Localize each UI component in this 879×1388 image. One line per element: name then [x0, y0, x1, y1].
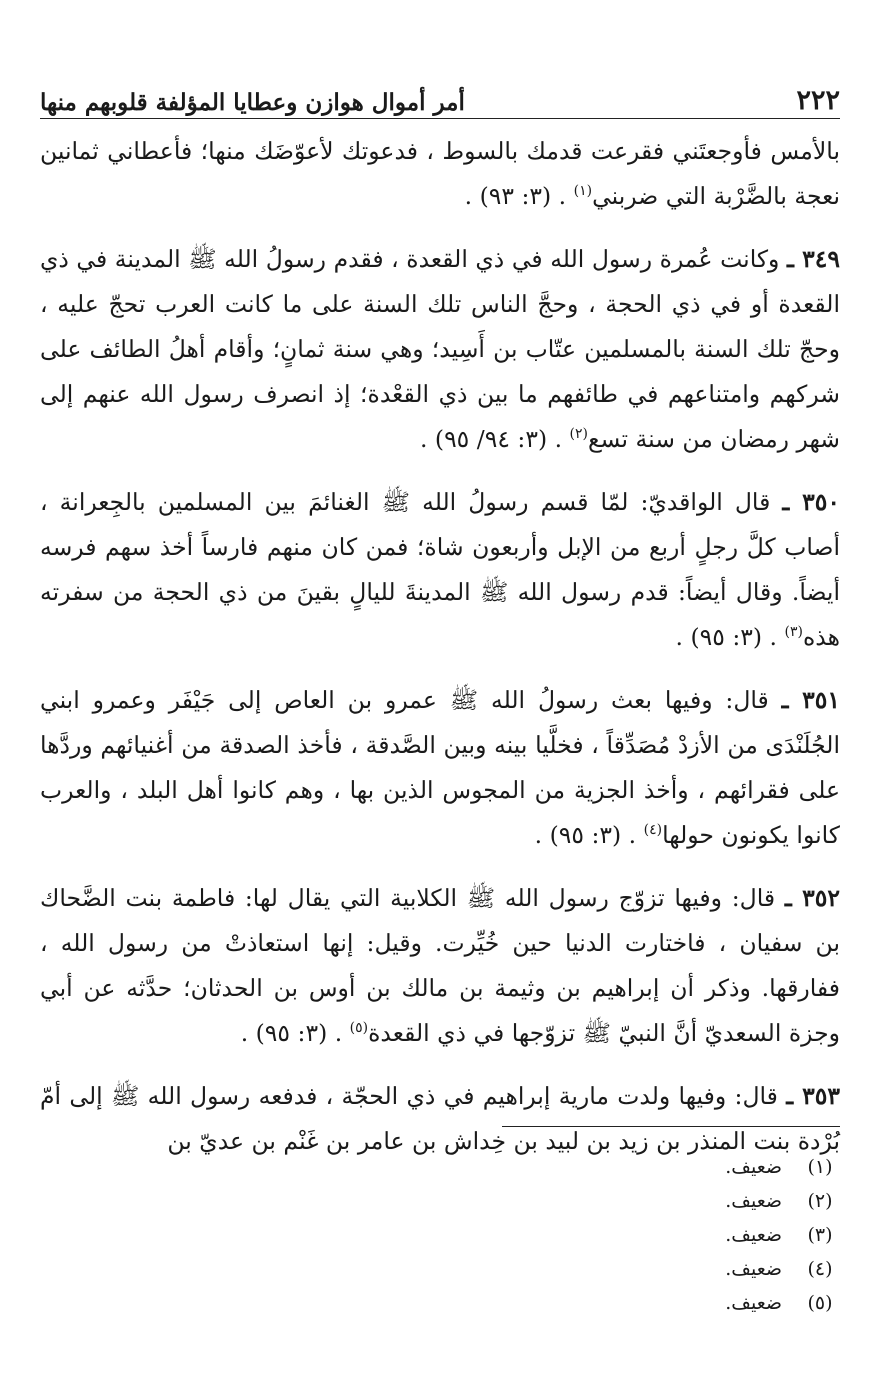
- footnote-divider: [502, 1126, 840, 1127]
- paragraph-number: ٣٥٣ ـ: [786, 1082, 840, 1110]
- footnotes-list: [40, 1150, 840, 1320]
- book-page: [40, 70, 840, 1360]
- paragraph-text: بالأمس فأوجعتَني فقرعت قدمك بالسوط ، فدعوتك لأعوّضَك منها؛ فأعطاني ثمانين نعجة بالضَّرْبة التي ضربني: [40, 137, 840, 210]
- footnote-reference: (٥): [349, 1020, 369, 1036]
- paragraph-citation: . (٣: ٩٥) .: [675, 623, 785, 651]
- footnote-number: (٥): [807, 1292, 833, 1314]
- paragraph-number: ٣٤٩ ـ: [786, 245, 840, 273]
- footnote-reference: (٤): [643, 822, 663, 838]
- main-text: [40, 129, 840, 1164]
- page-header: [40, 70, 840, 119]
- paragraph-text: قال: وفيها ولدت مارية إبراهيم في ذي الحجّة ، فدفعه رسول الله ﷺ إلى أمّ بُرْدة بنت المنذر بن زيد بن لبيد بن خِداش بن عامر بن غَنْم بن عديّ بن: [40, 1082, 840, 1155]
- footnote-number: (٣): [807, 1224, 833, 1246]
- footnote-text: ضعيف.: [725, 1258, 782, 1280]
- paragraph-352: [40, 876, 840, 1056]
- footnote-item: [40, 1252, 840, 1286]
- footnote-number: (٤): [807, 1258, 833, 1280]
- paragraph-351: [40, 678, 840, 858]
- paragraph-citation: . (٣: ٩٥) .: [240, 1019, 350, 1047]
- paragraph-350: [40, 480, 840, 660]
- paragraph-continuation: [40, 129, 840, 219]
- paragraph-citation: . (٣: ٩٥) .: [534, 821, 644, 849]
- footnote-item: [40, 1150, 840, 1184]
- footnote-text: ضعيف.: [725, 1190, 782, 1212]
- footnote-text: ضعيف.: [725, 1156, 782, 1178]
- footnote-text: ضعيف.: [725, 1224, 782, 1246]
- paragraph-text: وكانت عُمرة رسول الله في ذي القعدة ، فقدم رسولُ الله ﷺ المدينة في ذي القعدة أو في ذي الحجة ، وحجَّ الناس تلك السنة على ما كانت العرب تحجّ عليه ، وحجّ تلك السنة بالمسلمين عتّاب بن أَسِيد؛ وهي سنة ثمانٍ؛ وأقام أهلُ الطائف على شركهم وامتناعهم في طائفهم ما بين ذي القعْدة؛ إذ انصرف رسول الله عنهم إلى شهر رمضان من سنة تسع: [40, 245, 840, 453]
- paragraph-number: ٣٥٢ ـ: [784, 884, 840, 912]
- page-number: ٢٢٢: [796, 85, 840, 116]
- paragraph-citation: . (٣: ٩٤/ ٩٥) .: [419, 425, 570, 453]
- paragraph-349: [40, 237, 840, 462]
- footnote-item: [40, 1218, 840, 1252]
- footnote-item: [40, 1286, 840, 1320]
- running-title: أمر أموال هوازن وعطايا المؤلفة قلوبهم منها: [40, 89, 465, 116]
- paragraph-text: قال: وفيها تزوّج رسول الله ﷺ الكلابية التي يقال لها: فاطمة بنت الضَّحاك بن سفيان ، فاختارت الدنيا حين خُيِّرت. وقيل: إنها استعاذتْ من رسول الله ، ففارقها. وذكر أن إبراهيم بن وثيمة بن مالك بن أوس بن الحدثان؛ حدَّثه عن أبي وجزة السعديّ أنَّ النبيّ ﷺ تزوّجها في ذي القعدة: [40, 884, 840, 1047]
- footnote-item: [40, 1184, 840, 1218]
- footnote-text: ضعيف.: [725, 1292, 782, 1314]
- footnote-number: (١): [807, 1156, 833, 1178]
- footnote-reference: (٣): [784, 624, 803, 640]
- paragraph-number: ٣٥٠ ـ: [782, 488, 840, 516]
- paragraph-number: ٣٥١ ـ: [781, 686, 840, 714]
- paragraph-citation: . (٣: ٩٣) .: [464, 182, 574, 210]
- paragraph-text: قال الواقديّ: لمّا قسم رسولُ الله ﷺ الغنائمَ بين المسلمين بالجِعرانة ، أصاب كلَّ رجلٍ أربع من الإبل وأربعون شاة؛ فمن كان منهم فارساً أخذ سهم فرسه أيضاً. وقال أيضاً: قدم رسول الله ﷺ المدينةَ لليالٍ بقينَ من ذي الحجة من سفرته هذه: [40, 488, 840, 651]
- paragraph-text: قال: وفيها بعث رسولُ الله ﷺ عمرو بن العاص إلى جَيْفَر وعمرو ابني الجُلَنْدَى من الأزدْ مُصَدِّقاً ، فخلَّيا بينه وبين الصَّدقة ، فأخذ الصدقة من أغنيائهم وردَّها على فقرائهم ، وأخذ الجزية من المجوس الذين بها ، وهم كانوا أهل البلد ، والعرب كانوا يكونون حولها: [40, 686, 840, 849]
- footnote-number: (٢): [807, 1190, 833, 1212]
- footnote-reference: (١): [573, 183, 593, 199]
- footnote-reference: (٢): [569, 426, 589, 442]
